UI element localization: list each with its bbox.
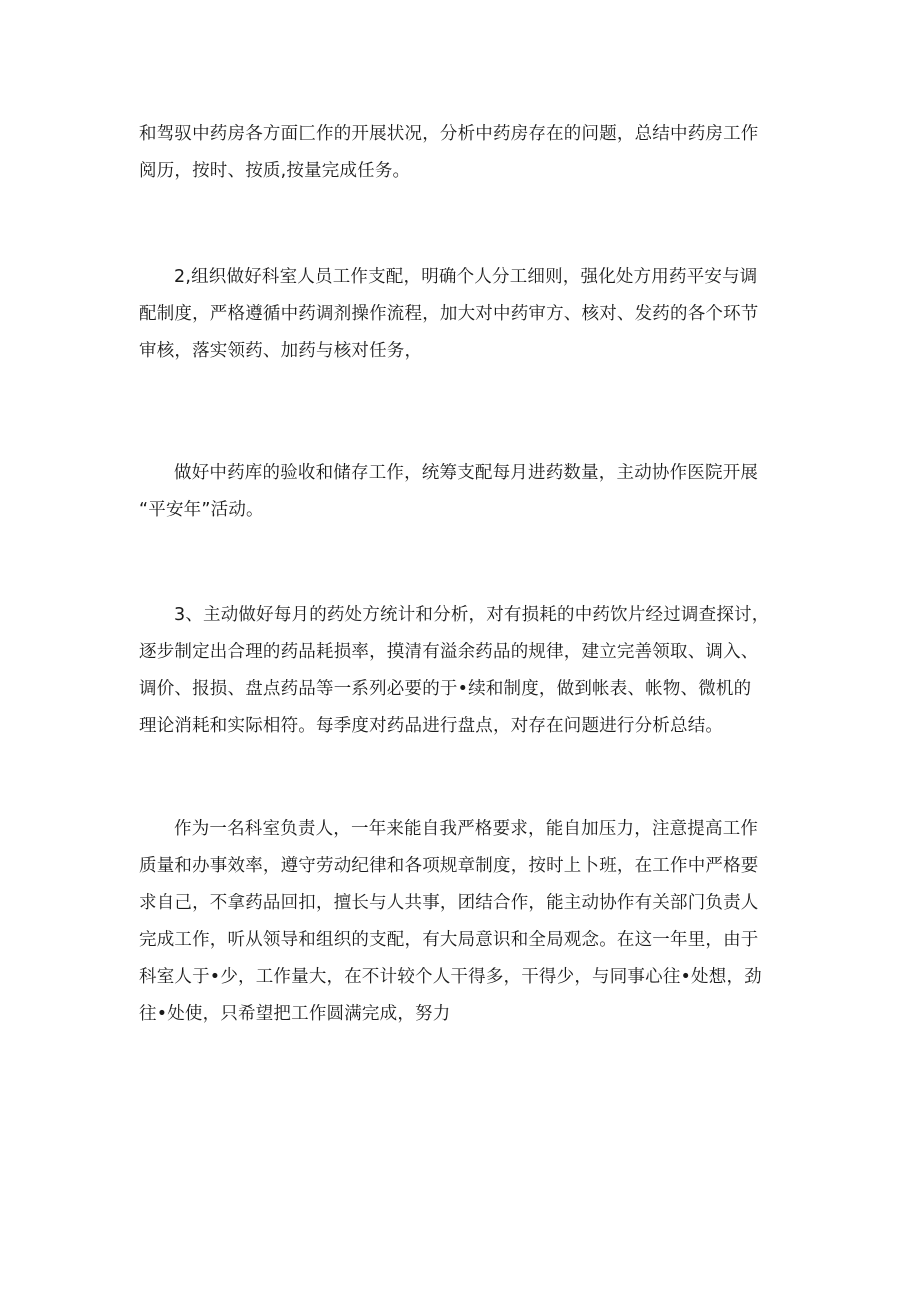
paragraph-line: [139, 811, 799, 848]
paragraph-2: [139, 259, 799, 370]
paragraph-line: 审核，落实领药、加药与核对任务，: [139, 341, 423, 361]
paragraph-1: [139, 116, 799, 190]
paragraph-line: [139, 259, 799, 296]
paragraph-4: [139, 597, 799, 745]
paragraph-line: 和驾驭中药房各方面匚作的开展状况，分析中药房存在的问题，总结中药房工作: [139, 124, 759, 144]
paragraph-5: [139, 811, 799, 1033]
paragraph-line: 逐步制定出合理的药品耗损率，摸清有溢余药品的规律，建立完善领取、调入、: [139, 642, 759, 662]
paragraph-line: 求自己，不拿药品回扣，擅长与人共事，团结合作，能主动协作有关部门负责人: [139, 893, 759, 913]
paragraph-line: 理论消耗和实际相符。每季度对药品进行盘点，对存在问题进行分析总结。: [139, 716, 724, 736]
paragraph-line: 调价、报损、盘点药品等一系列必要的于•续和制度，做到帐表、帐物、微机的: [139, 679, 752, 699]
paragraph-line-text: 3、主动做好每月的药处方统计和分析，对有损耗的中药饮片经过调查探讨，: [174, 605, 770, 625]
paragraph-line-text: 作为一名科室负责人，一年来能自我严格要求，能自加压力，注意提高工作: [174, 819, 759, 839]
paragraph-line: 往•处使，只希望把工作圆满完成，努力: [139, 1004, 451, 1024]
paragraph-line-text: 做好中药库的验收和储存工作，统筹支配每月进药数量，主动协作医院开展: [174, 463, 759, 483]
paragraph-line: [139, 597, 799, 634]
paragraph-line: 质量和办事效率，遵守劳动纪律和各项规章制度，按时上卜班，在工作中严格要: [139, 856, 759, 876]
paragraph-line-text: 2,组织做好科室人员工作支配，明确个人分工细则，强化处方用药平安与调: [174, 267, 758, 287]
paragraph-line: [139, 455, 799, 492]
paragraph-line: 配制度，严格遵循中药调剂操作流程，加大对中药审方、核对、发药的各个环节: [139, 304, 759, 324]
paragraph-line: 完成工作，听从领导和组织的支配，有大局意识和全局观念。在这一年里，由于: [139, 930, 759, 950]
paragraph-3: [139, 455, 799, 529]
paragraph-line: 科室人于•少，工作量大，在不计较个人干得多，干得少，与同事心往•处想，劲: [139, 967, 762, 987]
paragraph-line: 阅历，按时、按质,按量完成任务。: [139, 161, 411, 181]
paragraph-line: “平安年”活动。: [139, 500, 264, 520]
